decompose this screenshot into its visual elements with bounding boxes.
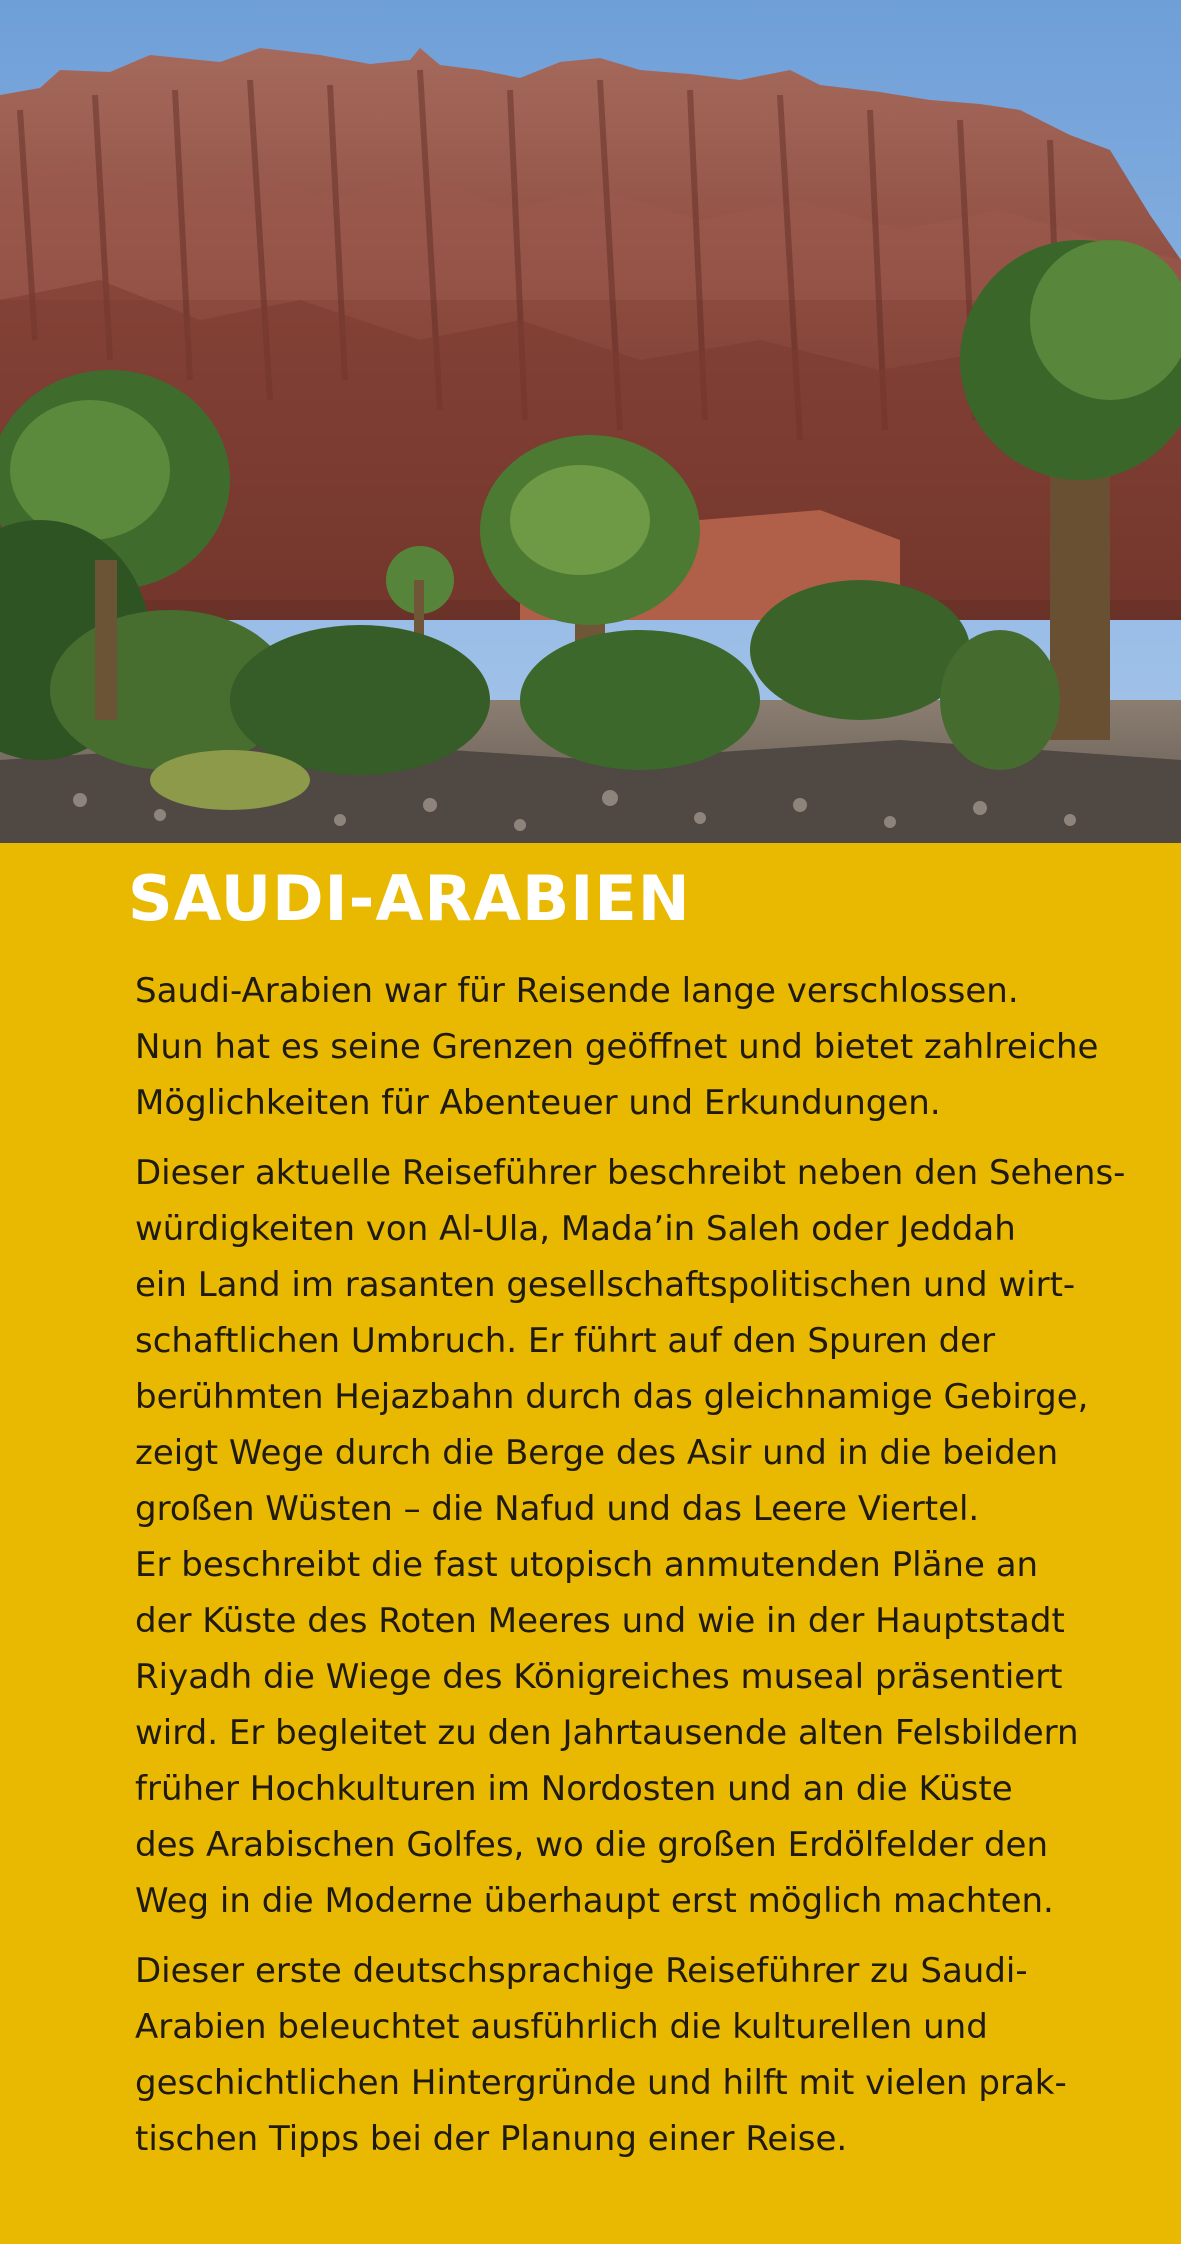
cover-photo-sandstone-cliffs-with-palms — [0, 0, 1181, 843]
text-line: schaftlichen Umbruch. Er führt auf den Spuren der — [135, 1321, 996, 1361]
text-line: Er beschreibt die fast utopisch anmutenden Pläne an — [135, 1545, 1039, 1585]
text-line: Saudi-Arabien war für Reisende lange verschlossen. — [135, 971, 1019, 1011]
text-line: Möglichkeiten für Abenteuer und Erkundungen. — [135, 1083, 941, 1123]
text-line: Weg in die Moderne überhaupt erst möglich machten. — [135, 1881, 1054, 1921]
text-line: Riyadh die Wiege des Königreiches museal präsentiert — [135, 1657, 1063, 1697]
text-line: früher Hochkulturen im Nordosten und an die Küste — [135, 1769, 1013, 1809]
text-line: Nun hat es seine Grenzen geöffnet und bietet zahlreiche — [135, 1027, 1099, 1067]
text-line: tischen Tipps bei der Planung einer Reise. — [135, 2119, 848, 2159]
text-line: würdigkeiten von Al-Ula, Mada’in Saleh oder Jeddah — [135, 1209, 1016, 1249]
text-line: des Arabischen Golfes, wo die großen Erdölfelder den — [135, 1825, 1049, 1865]
text-line: geschichtlichen Hintergründe und hilft mit vielen prak- — [135, 2063, 1067, 2103]
text-line: Dieser aktuelle Reiseführer beschreibt neben den Sehens- — [135, 1153, 1126, 1193]
text-line: ein Land im rasanten gesellschaftspolitischen und wirt- — [135, 1265, 1076, 1305]
text-line: zeigt Wege durch die Berge des Asir und in die beiden — [135, 1433, 1059, 1473]
text-line: Dieser erste deutschsprachige Reiseführer zu Saudi- — [135, 1951, 1028, 1991]
text-line: wird. Er begleitet zu den Jahrtausende alten Felsbildern — [135, 1713, 1079, 1753]
paragraph-content — [135, 1145, 1145, 1929]
paragraph-intro — [135, 963, 1145, 1131]
photo-illustration — [0, 0, 1181, 843]
paragraph-summary — [135, 1943, 1145, 2167]
text-line: großen Wüsten – die Nafud und das Leere Viertel. — [135, 1489, 980, 1529]
text-line: berühmten Hejazbahn durch das gleichnamige Gebirge, — [135, 1377, 1089, 1417]
text-line: der Küste des Roten Meeres und wie in der Hauptstadt — [135, 1601, 1065, 1641]
description-text — [135, 963, 1145, 2181]
text-line: Arabien beleuchtet ausführlich die kulturellen und — [135, 2007, 988, 2047]
book-title: SAUDI-ARABIEN — [128, 862, 691, 935]
description-panel — [0, 843, 1181, 2244]
